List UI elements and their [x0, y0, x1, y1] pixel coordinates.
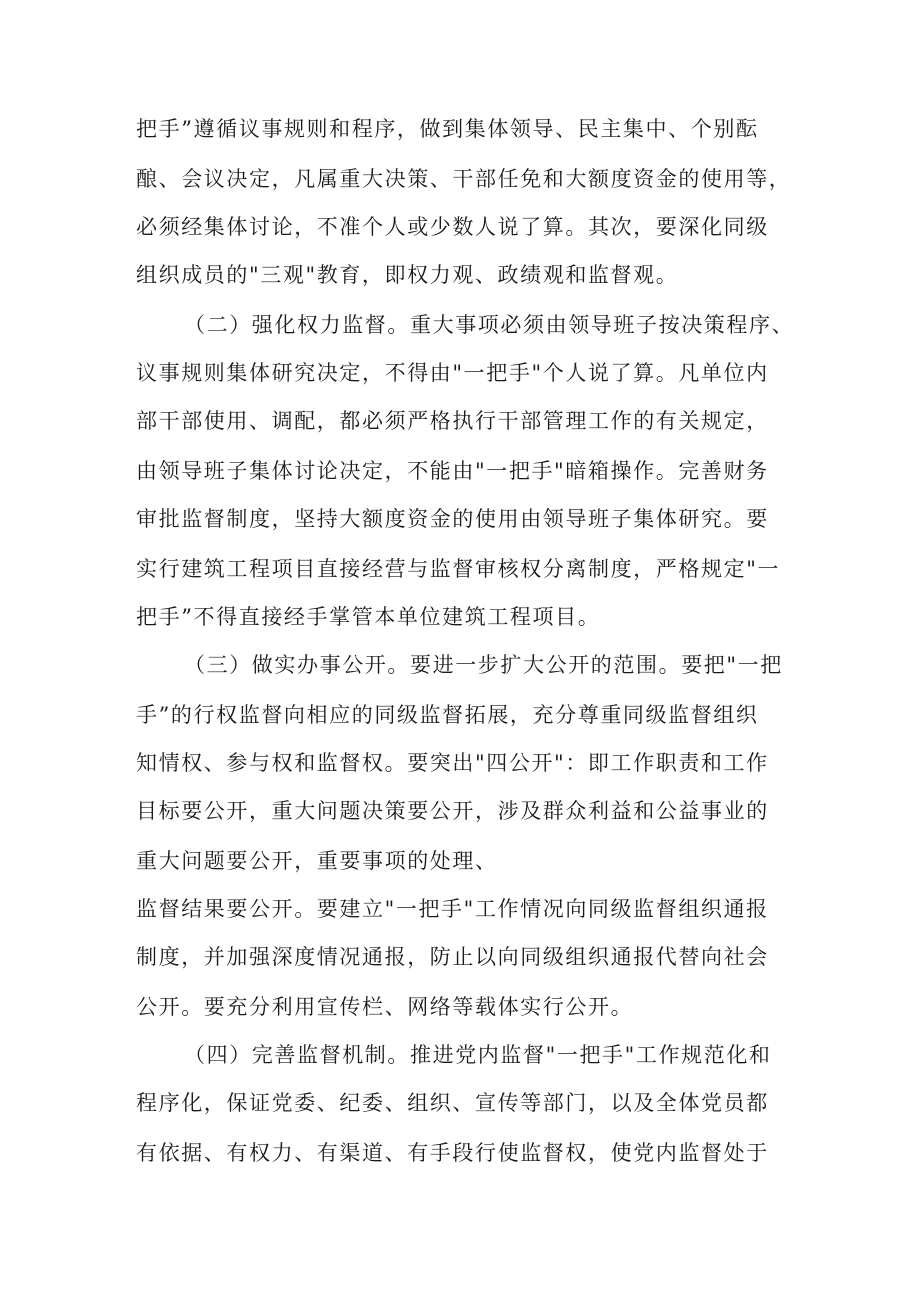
- paragraph-line: 部干部使用、调配，都必须严格执行干部管理工作的有关规定，: [136, 409, 769, 433]
- paragraph-line: 组织成员的"三观"教育，即权力观、政绩观和监督观。: [136, 263, 679, 287]
- paragraph-line: 制度，并加强深度情况通报，防止以向同级组织通报代替向社会: [136, 945, 769, 969]
- paragraph-line: 把手”不得直接经手掌管本单位建筑工程项目。: [136, 605, 601, 629]
- paragraph-line: 重大问题要公开，重要事项的处理、: [136, 849, 498, 873]
- paragraph-line: 必须经集体讨论，不准个人或少数人说了算。其次，要深化同级: [136, 215, 769, 239]
- paragraph-line: 程序化，保证党委、纪委、组织、宣传等部门，以及全体党员都: [136, 1091, 769, 1115]
- section-heading-line: （三）做实办事公开。要进一步扩大公开的范围。要把"一把: [184, 653, 783, 677]
- paragraph-line: 实行建筑工程项目直接经营与监督审核权分离制度，严格规定"一: [136, 557, 781, 581]
- paragraph-line: 公开。要充分利用宣传栏、网络等载体实行公开。: [136, 995, 634, 1019]
- paragraph-line: 议事规则集体研究决定，不得由"一把手"个人说了算。凡单位内: [136, 361, 769, 385]
- paragraph-line: 审批监督制度，坚持大额度资金的使用由领导班子集体研究。要: [136, 507, 769, 531]
- paragraph-line: 有依据、有权力、有渠道、有手段行使监督权，使党内监督处于: [136, 1141, 769, 1165]
- section-heading-line: （四）完善监督机制。推进党内监督"一把手"工作规范化和: [184, 1043, 772, 1067]
- paragraph-line: 目标要公开，重大问题决策要公开，涉及群众利益和公益事业的: [136, 799, 769, 823]
- paragraph-line: 知情权、参与权和监督权。要突出"四公开"：即工作职责和工作: [136, 751, 769, 775]
- paragraph-line: 酿、会议决定，凡属重大决策、干部任免和大额度资金的使用等，: [136, 167, 792, 191]
- paragraph-line: 由领导班子集体讨论决定，不能由"一把手"暗箱操作。完善财务: [136, 459, 769, 483]
- paragraph-line: 手”的行权监督向相应的同级监督拓展，充分尊重同级监督组织: [136, 703, 759, 727]
- section-heading-line: （二）强化权力监督。重大事项必须由领导班子按决策程序、: [184, 313, 795, 337]
- paragraph-line: 监督结果要公开。要建立"一把手"工作情况向同级监督组织通报: [136, 897, 769, 921]
- paragraph-line: 把手”遵循议事规则和程序，做到集体领导、民主集中、个别酝: [136, 117, 759, 141]
